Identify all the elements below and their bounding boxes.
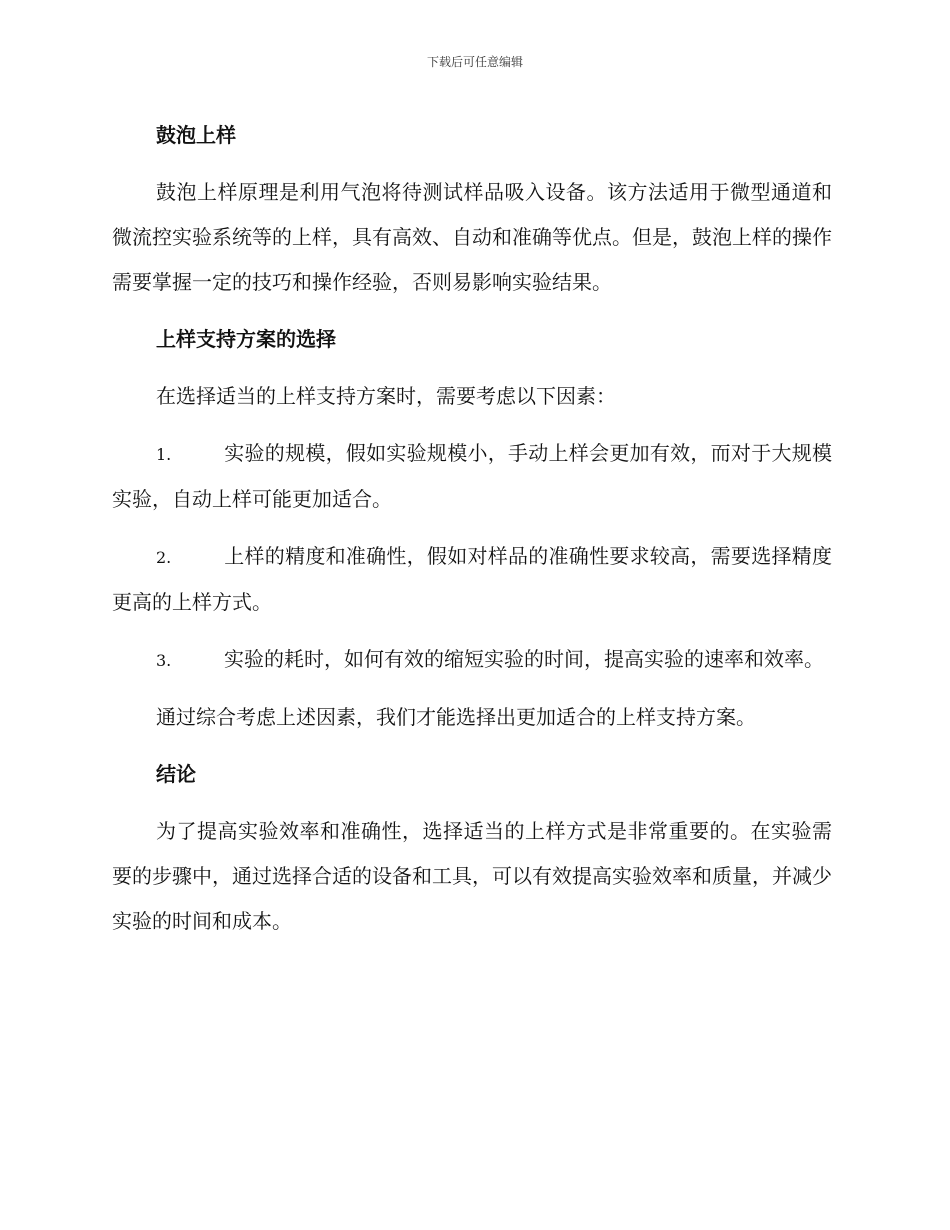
list-item-text: 上样的精度和准确性，假如对样品的准确性要求较高，需要选择精度更高的上样方式。: [112, 544, 832, 614]
section-title-conclusion: 结论: [156, 762, 196, 786]
list-item-text: 实验的规模，假如实验规模小，手动上样会更加有效，而对于大规模实验，自动上样可能更加适合。: [112, 441, 832, 511]
paragraph-conclusion: 为了提高实验效率和准确性，选择适当的上样方式是非常重要的。在实验需要的步骤中，通过选择合适的设备和工具，可以有效提高实验效率和质量，并减少实验的时间和成本。: [112, 819, 832, 933]
list-item: [112, 637, 832, 683]
list-item: [112, 431, 832, 522]
list-item-number: 3.: [156, 651, 172, 670]
section-title-selection: 上样支持方案的选择: [156, 327, 336, 351]
paragraph-selection-intro: 在选择适当的上样支持方案时，需要考虑以下因素：: [156, 384, 616, 408]
page-header: 下载后可任意编辑: [426, 55, 523, 69]
list-item-number: 1.: [156, 445, 172, 464]
list-item-number: 2.: [156, 548, 172, 567]
paragraph-bubble-loading: 鼓泡上样原理是利用气泡将待测试样品吸入设备。该方法适用于微型通道和微流控实验系统等的上样，具有高效、自动和准确等优点。但是，鼓泡上样的操作需要掌握一定的技巧和操作经验，否则易影响实验结果。: [112, 180, 832, 294]
section-title-bubble-loading: 鼓泡上样: [156, 123, 236, 147]
paragraph-selection-summary: 通过综合考虑上述因素，我们才能选择出更加适合的上样支持方案。: [156, 705, 756, 729]
list-item: [112, 534, 832, 625]
document-body: [112, 113, 832, 956]
list-item-text: 实验的耗时，如何有效的缩短实验的时间，提高实验的速率和效率。: [224, 647, 824, 671]
